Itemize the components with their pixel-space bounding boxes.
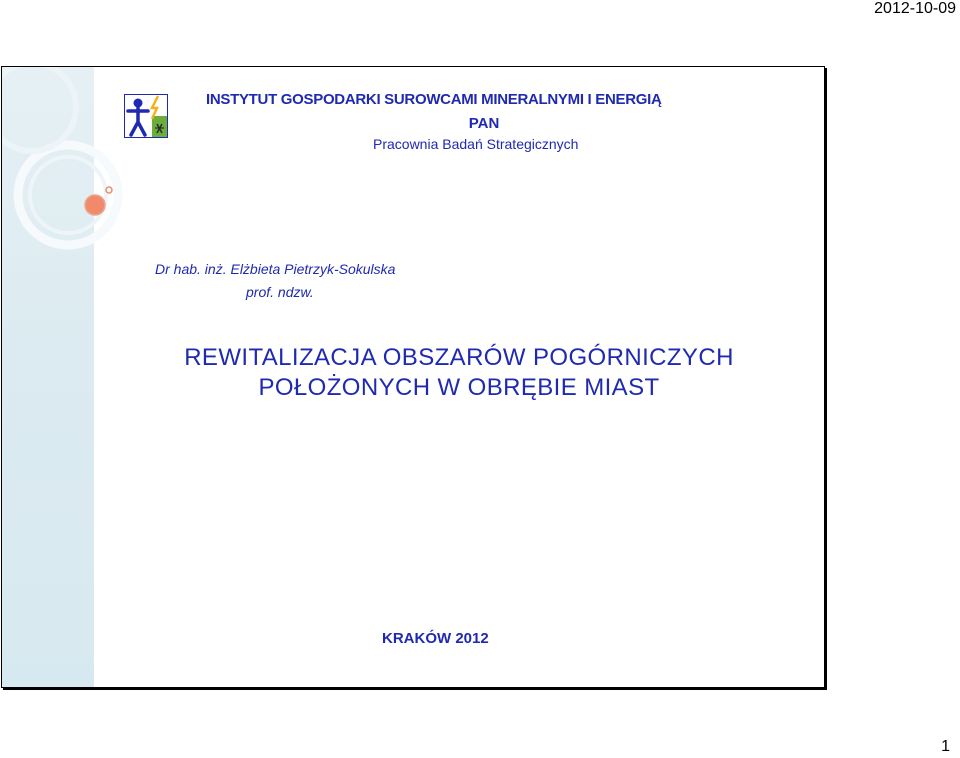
page-number: 1 bbox=[941, 738, 950, 755]
slide-frame bbox=[1, 66, 825, 688]
department-name: Pracownia Badań Strategicznych bbox=[373, 136, 579, 152]
title-line-1: REWITALIZACJA OBSZARÓW POGÓRNICZYCH bbox=[184, 344, 734, 371]
author-name: Dr hab. inż. Elżbieta Pietrzyk-Sokulska bbox=[155, 261, 396, 277]
decorative-circles-icon bbox=[2, 67, 142, 307]
presentation-title bbox=[94, 343, 824, 403]
page-date: 2012-10-09 bbox=[874, 0, 956, 17]
institute-name: INSTYTUT GOSPODARKI SUROWCAMI MINERALNYMI I ENERGIĄ bbox=[206, 91, 662, 108]
title-line-2: POŁOŻONYCH W OBRĘBIE MIAST bbox=[258, 374, 660, 401]
place-and-year: KRAKÓW 2012 bbox=[382, 630, 489, 647]
academy-label: PAN bbox=[468, 115, 500, 132]
academy-name bbox=[2, 115, 825, 132]
author-title: prof. ndzw. bbox=[246, 284, 314, 300]
